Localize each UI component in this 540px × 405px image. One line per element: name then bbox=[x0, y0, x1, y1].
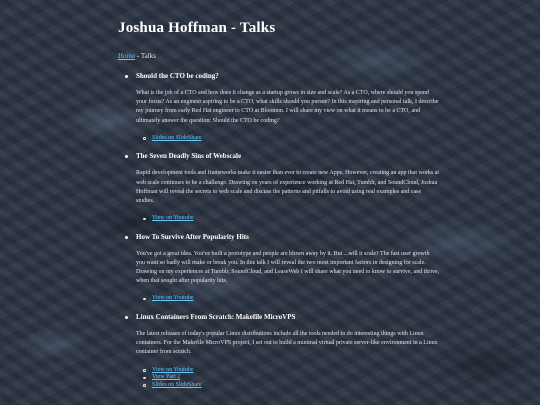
circle-bullet-icon bbox=[143, 377, 146, 380]
bullet-icon bbox=[125, 155, 128, 158]
talk-link-item bbox=[152, 374, 440, 382]
circle-bullet-icon bbox=[143, 384, 146, 387]
breadcrumb-separator: - bbox=[135, 52, 141, 60]
breadcrumb-home-link[interactable]: Home bbox=[118, 52, 136, 60]
bullet-icon bbox=[125, 316, 128, 319]
talk-links bbox=[152, 367, 440, 390]
breadcrumb-current: Talks bbox=[140, 52, 156, 60]
talk-links bbox=[152, 215, 440, 223]
talk-link-item bbox=[152, 135, 440, 143]
circle-bullet-icon bbox=[143, 137, 146, 140]
talk-title: Should the CTO be coding? bbox=[136, 72, 219, 80]
talk-title: Linux Containers From Scratch: Makefile MicroVPS bbox=[136, 312, 296, 321]
talk-title: The Seven Deadly Sins of Webscale bbox=[136, 152, 242, 161]
talk-link-item bbox=[152, 295, 440, 303]
slides-link[interactable]: Slides on SlideShare bbox=[152, 381, 202, 388]
talk-link-item bbox=[152, 382, 440, 390]
circle-bullet-icon bbox=[143, 298, 146, 301]
talk-item bbox=[118, 233, 440, 303]
youtube-link[interactable]: View on Youtube bbox=[152, 366, 194, 373]
talk-description: The latest releases of today's popular Linux distributions include all the tools needed to do interesting things with Linux containers. For the Makefile MicroVPS project, I set out to build a minimal virtual private server-like environment in a Linux container from scratch. bbox=[136, 330, 438, 356]
talk-item bbox=[118, 72, 440, 142]
circle-bullet-icon bbox=[143, 369, 146, 372]
talk-description: Rapid development tools and frameworks make it easier than ever to create new Apps. However, creating an app that works at web scale continues to be a challenge. Drawing on years of experience working at Red Hat, Tumblr, and SoundCloud, Joshua Hoffman will reveal the secrets to web scale and discuss the patterns and pitfalls to avoid using real examples and case studies. bbox=[136, 170, 439, 204]
part-2-link[interactable]: View Part 2 bbox=[152, 374, 181, 381]
main-content bbox=[118, 0, 440, 399]
circle-bullet-icon bbox=[143, 218, 146, 221]
talk-link-item bbox=[152, 215, 440, 223]
talk-item bbox=[118, 313, 440, 389]
talk-description: You've got a great idea. You've built a prototype and people are blown away by it. But ...will it scale? The fast user growth you want so badly will make or break you. In this talk I will reveal the two most important factors in designing for scale. Drawing on my experiences at Tumblr, SoundCloud, and LeaseWeb I will share what you need to know to survive, and thrive, when that sought after popularity hits. bbox=[136, 250, 440, 285]
bullet-icon bbox=[125, 236, 128, 239]
talk-links bbox=[152, 295, 440, 303]
talk-title: How To Survive After Popularity Hits bbox=[136, 232, 249, 241]
talk-link-item bbox=[152, 367, 440, 375]
talk-links bbox=[152, 135, 440, 143]
slides-link[interactable]: Slides on SlideShare bbox=[152, 134, 202, 141]
youtube-link[interactable]: View on Youtube bbox=[152, 215, 194, 222]
breadcrumb bbox=[118, 52, 440, 60]
talk-description: What is the job of a CTO and how does it change as a startup grows in size and scale? As a CTO, where should you spend your focus? As an engineer aspiring to be a CTO, what skills should you pursue? In this inspiring and personal talk, I describe my journey from early Red Hat engineer to CTO at Bloomon. I will share my view on what it means to be a CTO, and ultimately answer the question: Should the CTO be coding? bbox=[136, 90, 439, 124]
youtube-link[interactable]: View on Youtube bbox=[152, 295, 194, 302]
page-title: Joshua Hoffman - Talks bbox=[118, 20, 276, 36]
bullet-icon bbox=[125, 75, 128, 78]
talks-list bbox=[118, 72, 440, 389]
talk-item bbox=[118, 152, 440, 222]
